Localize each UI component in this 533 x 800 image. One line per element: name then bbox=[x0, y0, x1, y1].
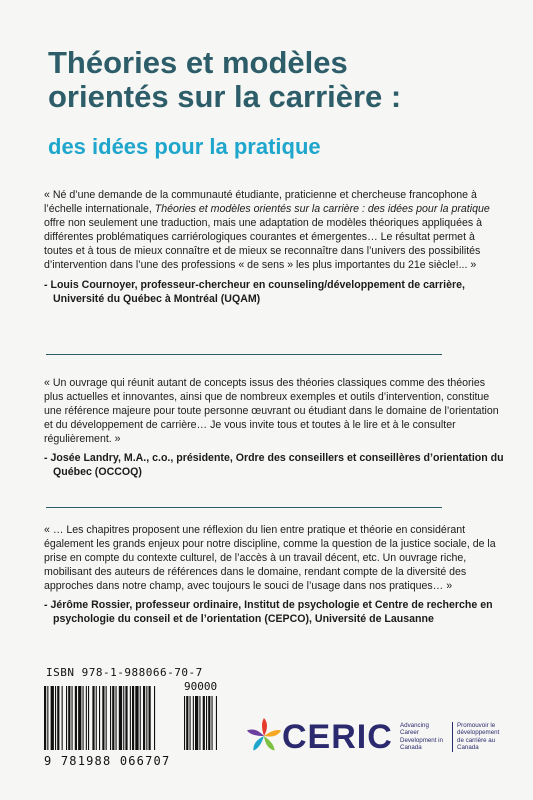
quoted-book-title: Théories et modèles orientés sur la carrière : des idées pour la pratique bbox=[154, 203, 490, 216]
barcode-addon-bar bbox=[199, 696, 200, 750]
ceric-petal bbox=[262, 735, 277, 753]
barcode-bar bbox=[99, 686, 100, 750]
publisher-logo bbox=[246, 716, 516, 764]
barcode-addon-bar bbox=[216, 696, 217, 750]
barcode-bar bbox=[44, 686, 46, 750]
barcode-bar bbox=[116, 686, 117, 750]
barcode-addon-bar bbox=[206, 696, 207, 750]
barcode-bar bbox=[51, 686, 54, 750]
barcode-addon-bar bbox=[208, 696, 210, 750]
barcode-addon-bar bbox=[190, 696, 191, 750]
barcode-bar bbox=[146, 686, 147, 750]
barcode-bar bbox=[125, 686, 127, 750]
testimonial-3-text: « … Les chapitres proposent une réflexion du lien entre pratique et théorie en considérant également les grands enjeux pour notre discipline, comme la question de la justice sociale, de la prise en compte du contexte culturel, de l’accès à un travail décent, etc. Un ouvrage riche, mobilisant des auteurs de références dans le domaine, rendant compte de la diversité des approches dans notre champ, avec toujours le souci de l’usage dans nos pratiques… » bbox=[44, 524, 496, 593]
book-title bbox=[48, 46, 498, 114]
barcode-addon-bar bbox=[203, 696, 205, 750]
barcode-bar bbox=[83, 686, 84, 750]
barcode-bar bbox=[68, 686, 70, 750]
divider bbox=[46, 507, 442, 508]
barcode-bar bbox=[112, 686, 114, 750]
barcode-addon-bar bbox=[195, 696, 198, 750]
publisher-name: CERIC bbox=[282, 718, 393, 756]
barcode-bar bbox=[66, 686, 67, 750]
barcode-bar bbox=[75, 686, 77, 750]
ceric-petal bbox=[246, 728, 265, 738]
barcode-bar bbox=[132, 686, 134, 750]
testimonial-1-text: « Né d’une demande de la communauté étudiante, praticienne et chercheuse francophone à l’échelle internationale, Théories et modèles orientés sur la carrière : des idées pour la pratique offre non seulement une traduction, mais une adaptation de modèles théoriques appliquées à différentes problématiques carriérologiques courantes et émergentes… Le résultat permet à toutes et à tous de mieux connaître et de mieux se reconnaître dans l’univers des possibilités d’intervention dans l’une des professions « de sens » les plus importantes du 21e siècle!... » bbox=[44, 189, 490, 272]
title-line-1: Théories et modèles bbox=[48, 45, 348, 80]
testimonial-2 bbox=[44, 376, 506, 479]
barcode-bar bbox=[140, 686, 141, 750]
testimonial-2-text: « Un ouvrage qui réunit autant de concepts issus des théories classiques comme des théories plus actuelles et innovantes, ainsi que de nombreux exemples et outils d’intervention, constitue une référence majeure pour toute personne œuvrant ou étudiant dans le domaine de l’orientation et du développement de carrière… Je vous invite tous et toutes à le lire et à le consulter régulièrement. » bbox=[44, 377, 499, 446]
barcode-bar bbox=[135, 686, 138, 750]
testimonial-1 bbox=[44, 188, 506, 306]
barcode-bar bbox=[154, 686, 155, 750]
barcode-addon-bar bbox=[212, 696, 213, 750]
barcode-bar bbox=[110, 686, 111, 750]
barcode-bar bbox=[96, 686, 97, 750]
barcode-bar bbox=[149, 686, 151, 750]
barcode-bar bbox=[62, 686, 63, 750]
barcode-addon-bar bbox=[186, 696, 188, 750]
barcode-bar bbox=[143, 686, 145, 750]
barcode-bar bbox=[119, 686, 122, 750]
publisher-tagline-fr: Promouvoir le développement de carrière au Canada bbox=[452, 722, 505, 752]
isbn-label: ISBN 978-1-988066-70-7 bbox=[46, 666, 203, 679]
barcode-bar bbox=[47, 686, 48, 750]
barcode-bar bbox=[57, 686, 59, 750]
barcode-bar bbox=[123, 686, 124, 750]
barcode-bar bbox=[106, 686, 107, 750]
barcode-addon-bar bbox=[193, 696, 194, 750]
testimonial-2-attribution: - Josée Landry, M.A., c.o., présidente, Ordre des conseillers et conseillères d’orientation du Québec (OCCOQ) bbox=[44, 452, 504, 479]
barcode-addon-bar bbox=[184, 696, 185, 750]
barcode-bar bbox=[88, 686, 89, 750]
barcode-addon: 90000 bbox=[184, 680, 218, 693]
publisher-tagline-en: Advancing Career Development in Canada bbox=[400, 722, 443, 752]
ceric-petal bbox=[262, 718, 267, 736]
divider bbox=[46, 354, 442, 355]
book-subtitle: des idées pour la pratique bbox=[48, 134, 321, 159]
barcode-bar bbox=[72, 686, 73, 750]
barcode-bar bbox=[86, 686, 87, 750]
testimonial-3-attribution: - Jérôme Rossier, professeur ordinaire, Institut de psychologie et Centre de recherche en psychologie du conseil et de l’orientation (CEPCO), Université de Lausanne bbox=[44, 599, 493, 626]
ceric-petal bbox=[251, 734, 266, 752]
title-line-2: orientés sur la carrière : bbox=[48, 79, 402, 114]
barcode-bar bbox=[55, 686, 56, 750]
barcode-bar bbox=[92, 686, 94, 750]
testimonial-1-attribution: - Louis Cournoyer, professeur-chercheur en counseling/développement de carrière, Université du Québec à Montréal (UQAM) bbox=[44, 278, 465, 305]
ceric-star-icon bbox=[246, 716, 282, 756]
isbn-barcode bbox=[44, 666, 230, 770]
testimonial-3 bbox=[44, 523, 506, 626]
barcode-bar bbox=[102, 686, 104, 750]
barcode-bar bbox=[130, 686, 131, 750]
barcode-digits: 9 781988 066707 bbox=[44, 754, 171, 768]
barcode-bar bbox=[78, 686, 81, 750]
